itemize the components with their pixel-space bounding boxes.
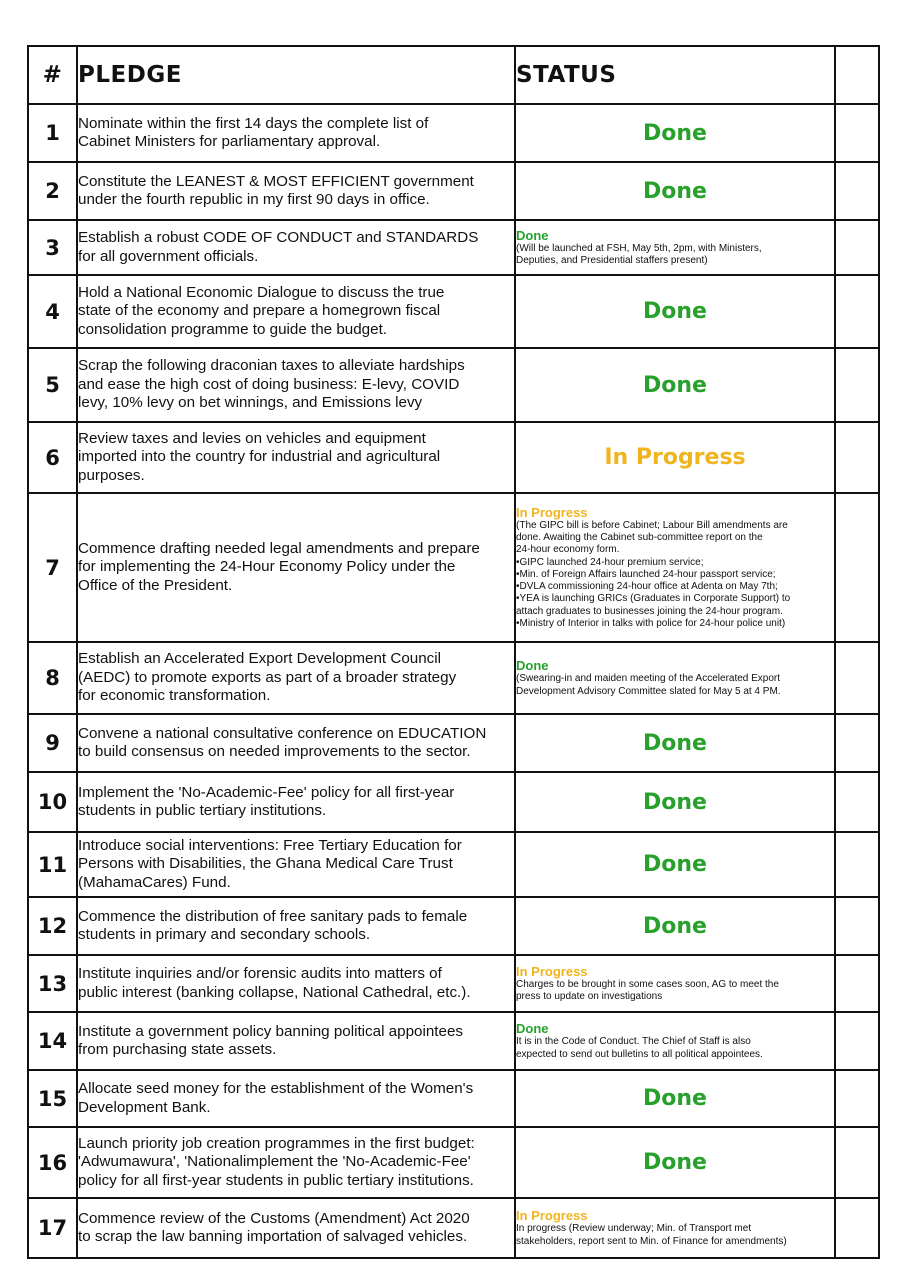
status-cell	[515, 1012, 835, 1070]
pledge-line: Cabinet Ministers for parliamentary approval.	[78, 133, 381, 150]
status-detail-line: Deputies, and Presidential staffers present)	[516, 255, 708, 266]
pledge-line: Hold a National Economic Dialogue to discuss the true	[78, 283, 445, 301]
pledge-line: Review taxes and levies on vehicles and equipment	[78, 429, 426, 447]
pledge-line: to scrap the law banning importation of salvaged vehicles.	[78, 1228, 468, 1245]
pledge-line: students in primary and secondary schools.	[78, 926, 371, 943]
status-cell	[515, 772, 835, 832]
pledge-number: 12	[28, 897, 77, 955]
blank-cell	[835, 642, 879, 714]
status-label: Done	[643, 299, 707, 324]
status-detail-line: Charges to be brought in some cases soon, AG to meet the	[516, 978, 779, 990]
header-number: #	[28, 46, 77, 104]
table-row	[28, 220, 879, 275]
pledge-line: from purchasing state assets.	[78, 1041, 277, 1058]
pledge-line: state of the economy and prepare a homegrown fiscal	[78, 302, 441, 320]
pledge-number: 4	[28, 275, 77, 348]
status-label: Done	[643, 178, 707, 204]
status-cell	[515, 104, 835, 162]
pledge-number: 6	[28, 422, 77, 493]
status-detail-line: •Ministry of Interior in talks with police for 24-hour police unit)	[516, 618, 786, 630]
pledge-line: and ease the high cost of doing business: E-levy, COVID	[78, 375, 460, 393]
pledge-text	[77, 772, 515, 832]
table-row	[28, 104, 879, 162]
blank-cell	[835, 772, 879, 832]
pledge-line: Commence review of the Customs (Amendment) Act 2020	[78, 1209, 470, 1227]
table-row	[28, 955, 879, 1012]
status-label: Done	[643, 852, 707, 877]
table-row	[28, 493, 879, 642]
pledge-line: students in public tertiary institutions.	[78, 802, 327, 819]
pledge-number: 10	[28, 772, 77, 832]
pledge-text	[77, 422, 515, 493]
status-cell	[515, 220, 835, 275]
status-label: Done	[516, 227, 549, 243]
blank-cell	[835, 832, 879, 897]
status-detail	[516, 520, 834, 631]
status-detail-line: It is in the Code of Conduct. The Chief of Staff is also	[516, 1036, 751, 1048]
pledge-text	[77, 348, 515, 422]
header-status: STATUS	[515, 46, 835, 104]
status-detail-line: Development Advisory Committee slated for May 5 at 4 PM.	[516, 685, 781, 697]
status-label: Done	[643, 913, 707, 939]
status-cell	[515, 897, 835, 955]
pledge-text	[77, 1070, 515, 1127]
status-cell	[515, 275, 835, 348]
pledge-number: 1	[28, 104, 77, 162]
pledge-text	[77, 832, 515, 897]
pledge-number: 8	[28, 642, 77, 714]
table-row	[28, 275, 879, 348]
header-blank	[835, 46, 879, 104]
pledge-line: Commence the distribution of free sanitary pads to female	[78, 907, 468, 925]
blank-cell	[835, 1198, 879, 1258]
blank-cell	[835, 1012, 879, 1070]
pledge-line: Convene a national consultative conference on EDUCATION	[78, 724, 487, 742]
status-cell	[515, 955, 835, 1012]
table-row	[28, 1070, 879, 1127]
pledge-text	[77, 493, 515, 642]
status-detail	[516, 1036, 834, 1061]
pledge-number: 3	[28, 220, 77, 275]
pledge-line: Office of the President.	[78, 576, 233, 594]
pledge-line: Persons with Disabilities, the Ghana Medical Care Trust	[78, 855, 453, 873]
pledge-text	[77, 1198, 515, 1258]
pledge-line: purposes.	[78, 466, 145, 484]
pledge-line: Institute inquiries and/or forensic audits into matters of	[78, 965, 442, 982]
pledge-text	[77, 275, 515, 348]
pledge-line: Allocate seed money for the establishment of the Women's	[78, 1080, 474, 1097]
pledge-line: for all government officials.	[78, 247, 259, 265]
pledge-number: 13	[28, 955, 77, 1012]
pledge-line: Commence drafting needed legal amendments and prepare	[78, 539, 480, 557]
pledge-line: levy, 10% levy on bet winnings, and Emissions levy	[78, 394, 423, 412]
status-detail-line: stakeholders, report sent to Min. of Finance for amendments)	[516, 1235, 787, 1247]
status-label: Done	[643, 730, 707, 756]
status-cell	[515, 832, 835, 897]
pledge-line: imported into the country for industrial and agricultural	[78, 448, 441, 466]
status-detail	[516, 979, 834, 1004]
pledge-line: Development Bank.	[78, 1098, 211, 1116]
pledge-line: Launch priority job creation programmes in the first budget:	[78, 1134, 475, 1152]
pledge-text	[77, 162, 515, 220]
status-cell	[515, 1127, 835, 1198]
pledge-text	[77, 714, 515, 772]
pledge-line: 'Adwumawura', 'Nationalimplement the 'No-Academic-Fee'	[78, 1153, 471, 1171]
status-cell	[515, 642, 835, 714]
blank-cell	[835, 162, 879, 220]
table-row	[28, 897, 879, 955]
pledge-text	[77, 1012, 515, 1070]
status-label: In Progress	[516, 1208, 588, 1224]
status-detail-line: 24-hour economy form.	[516, 544, 620, 556]
table-row	[28, 162, 879, 220]
table-row	[28, 714, 879, 772]
pledge-line: Constitute the LEANEST & MOST EFFICIENT government	[78, 172, 474, 190]
table-row	[28, 642, 879, 714]
status-label: Done	[643, 1086, 707, 1111]
pledge-text	[77, 104, 515, 162]
pledge-number: 7	[28, 493, 77, 642]
status-label: Done	[643, 789, 707, 815]
status-label: Done	[643, 120, 707, 146]
status-cell	[515, 348, 835, 422]
blank-cell	[835, 955, 879, 1012]
table-row	[28, 348, 879, 422]
status-detail	[516, 243, 834, 268]
table-row	[28, 1127, 879, 1198]
pledge-line: for economic transformation.	[78, 687, 271, 705]
status-detail	[516, 673, 834, 698]
pledge-line: Introduce social interventions: Free Tertiary Education for	[78, 836, 462, 854]
pledge-line: Establish an Accelerated Export Development Council	[78, 650, 442, 668]
status-detail-line: In progress (Review underway; Min. of Transport met	[516, 1223, 752, 1235]
status-detail-line: (Swearing-in and maiden meeting of the Accelerated Export	[516, 673, 781, 685]
status-label: Done	[516, 658, 549, 674]
table-header-row	[28, 46, 879, 104]
status-detail-line: (Will be launched at FSH, May 5th, 2pm, with Ministers,	[516, 242, 762, 254]
status-cell	[515, 1070, 835, 1127]
pledge-line: Institute a government policy banning political appointees	[78, 1022, 463, 1040]
blank-cell	[835, 275, 879, 348]
status-detail-line: expected to send out bulletins to all political appointees.	[516, 1048, 763, 1060]
table-row	[28, 1198, 879, 1258]
status-detail	[516, 1223, 834, 1248]
status-detail-line: press to update on investigations	[516, 991, 663, 1002]
pledge-line: policy for all first-year students in public tertiary institutions.	[78, 1171, 474, 1189]
pledge-line: to build consensus on needed improvements to the sector.	[78, 743, 471, 760]
pledge-line: Nominate within the first 14 days the complete list of	[78, 114, 429, 132]
pledge-line: Implement the 'No-Academic-Fee' policy for all first-year	[78, 783, 455, 801]
pledge-number: 17	[28, 1198, 77, 1258]
status-cell	[515, 493, 835, 642]
pledge-number: 11	[28, 832, 77, 897]
pledge-line: Scrap the following draconian taxes to alleviate hardships	[78, 357, 465, 375]
status-label: Done	[643, 372, 707, 398]
status-label: Done	[643, 1150, 707, 1175]
pledge-line: under the fourth republic in my first 90 days in office.	[78, 191, 430, 208]
status-detail-line: attach graduates to businesses joining the 24-hour program.	[516, 605, 783, 617]
pledge-line: consolidation programme to guide the budget.	[78, 320, 388, 338]
status-detail-line: •GIPC launched 24-hour premium service;	[516, 556, 704, 568]
blank-cell	[835, 104, 879, 162]
pledge-number: 16	[28, 1127, 77, 1198]
header-pledge: PLEDGE	[77, 46, 515, 104]
pledge-text	[77, 955, 515, 1012]
status-detail-line: done. Awaiting the Cabinet sub-committee report on the	[516, 531, 763, 543]
table-row	[28, 422, 879, 493]
pledge-text	[77, 897, 515, 955]
status-cell	[515, 1198, 835, 1258]
pledge-line: (AEDC) to promote exports as part of a broader strategy	[78, 668, 457, 686]
pledge-number: 5	[28, 348, 77, 422]
pledge-text	[77, 1127, 515, 1198]
status-label: In Progress	[516, 963, 588, 979]
blank-cell	[835, 493, 879, 642]
blank-cell	[835, 714, 879, 772]
pledge-number: 14	[28, 1012, 77, 1070]
blank-cell	[835, 348, 879, 422]
pledge-line: (MahamaCares) Fund.	[78, 873, 231, 891]
pledge-line: public interest (banking collapse, National Cathedral, etc.).	[78, 983, 471, 1001]
blank-cell	[835, 1127, 879, 1198]
status-label: In Progress	[604, 445, 746, 470]
pledge-status-table	[27, 45, 880, 1259]
status-cell	[515, 422, 835, 493]
pledge-line: Establish a robust CODE OF CONDUCT and STANDARDS	[78, 229, 479, 246]
status-label: In Progress	[516, 504, 588, 520]
status-detail-line: •YEA is launching GRICs (Graduates in Corporate Support) to	[516, 593, 791, 605]
pledge-number: 15	[28, 1070, 77, 1127]
pledge-number: 9	[28, 714, 77, 772]
pledge-text	[77, 220, 515, 275]
status-cell	[515, 162, 835, 220]
status-detail-line: •Min. of Foreign Affairs launched 24-hour passport service;	[516, 568, 776, 580]
blank-cell	[835, 1070, 879, 1127]
status-label: Done	[516, 1021, 549, 1037]
blank-cell	[835, 220, 879, 275]
pledge-text	[77, 642, 515, 714]
table-row	[28, 1012, 879, 1070]
status-detail-line: (The GIPC bill is before Cabinet; Labour Bill amendments are	[516, 519, 788, 531]
blank-cell	[835, 897, 879, 955]
status-detail-line: •DVLA commissioning 24-hour office at Adenta on May 7th;	[516, 581, 778, 593]
blank-cell	[835, 422, 879, 493]
pledge-number: 2	[28, 162, 77, 220]
status-cell	[515, 714, 835, 772]
pledge-line: for implementing the 24-Hour Economy Policy under the	[78, 558, 456, 576]
table-row	[28, 772, 879, 832]
table-row	[28, 832, 879, 897]
